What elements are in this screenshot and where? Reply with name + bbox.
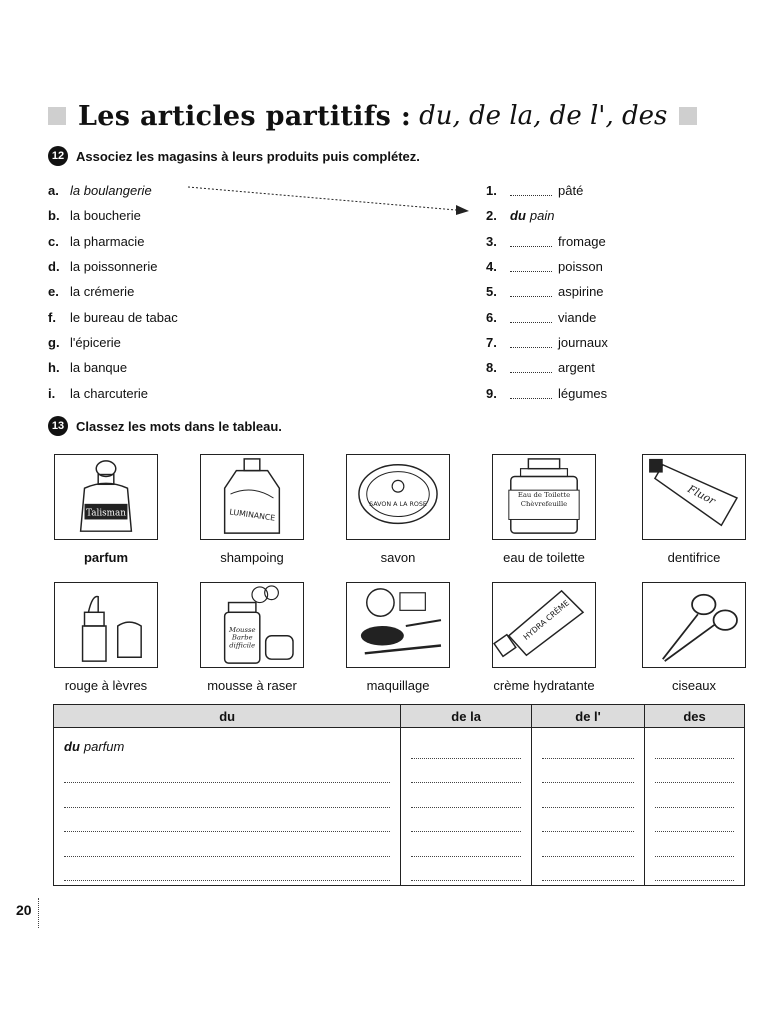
title-square-right xyxy=(679,107,697,125)
title-main: Les articles partitifs : xyxy=(78,100,412,132)
answer-line[interactable] xyxy=(411,783,521,808)
answer-line[interactable] xyxy=(655,783,734,808)
answer-line[interactable] xyxy=(542,832,634,857)
answer-line[interactable] xyxy=(655,832,734,857)
example-article: du xyxy=(64,738,80,754)
caption-savon: savon xyxy=(380,550,416,565)
answer-line[interactable] xyxy=(542,759,634,784)
answer-blank[interactable] xyxy=(510,312,552,323)
answer-line[interactable] xyxy=(411,808,521,833)
product-word: légumes xyxy=(558,385,608,401)
shop-item xyxy=(48,355,308,380)
product-item xyxy=(486,279,686,304)
classification-table xyxy=(53,704,745,886)
product-item xyxy=(486,380,686,405)
answer-blank[interactable] xyxy=(510,337,552,348)
example-word: parfum xyxy=(83,738,125,754)
product-item xyxy=(486,304,686,329)
lipstick-icon xyxy=(54,582,158,668)
answer-line[interactable] xyxy=(655,759,734,784)
caption-ciseaux: ciseaux xyxy=(671,678,717,693)
product-number: 3. xyxy=(486,233,497,249)
shop-name: la boulangerie xyxy=(70,183,152,199)
shop-item xyxy=(48,380,308,405)
answer-line[interactable] xyxy=(542,734,634,759)
caption-creme-hydratante: crème hydratante xyxy=(493,678,595,693)
shop-name: la crémerie xyxy=(70,284,135,300)
product-item xyxy=(486,229,686,254)
caption-rouge-a-levres: rouge à lèvres xyxy=(64,678,148,693)
shop-letter: g. xyxy=(48,334,60,350)
column-header-des: des xyxy=(645,705,745,728)
product-item xyxy=(486,203,686,228)
moisturizer-label: HYDRA CRÈME xyxy=(521,598,572,642)
shop-item xyxy=(48,279,308,304)
exercise-number-badge: 12 xyxy=(48,146,68,166)
answer-line[interactable] xyxy=(542,857,634,882)
product-word: aspirine xyxy=(558,284,604,300)
caption-row-1 xyxy=(54,546,754,582)
caption-maquillage: maquillage xyxy=(366,678,430,693)
shop-name: l'épicerie xyxy=(70,334,121,350)
answer-line[interactable] xyxy=(64,832,390,857)
toothpaste-icon xyxy=(642,454,746,540)
exercise-12-instruction xyxy=(48,146,420,166)
product-number: 7. xyxy=(486,334,497,350)
shampoo-bottle-icon xyxy=(200,454,304,540)
shop-letter: i. xyxy=(48,385,56,401)
shop-item xyxy=(48,254,308,279)
soap-icon xyxy=(346,454,450,540)
product-word: journaux xyxy=(558,334,608,350)
answer-line[interactable] xyxy=(542,783,634,808)
answer-line[interactable] xyxy=(655,734,734,759)
product-number: 2. xyxy=(486,208,497,224)
picture-gallery xyxy=(54,454,754,710)
column-header-de-la: de la xyxy=(401,705,532,728)
column-header-du: du xyxy=(54,705,401,728)
answer-blank[interactable] xyxy=(510,236,552,247)
answer-line[interactable] xyxy=(64,759,390,784)
product-item xyxy=(486,178,686,203)
title-square-left xyxy=(48,107,66,125)
shop-name: la boucherie xyxy=(70,208,141,224)
answer-line[interactable] xyxy=(411,832,521,857)
caption-shampoing: shampoing xyxy=(220,550,284,565)
product-article-answer: du xyxy=(510,208,526,224)
picture-row-1 xyxy=(54,454,754,546)
answer-blank[interactable] xyxy=(510,286,552,297)
title-articles: du, de la, de l', des xyxy=(419,101,668,131)
shop-letter: d. xyxy=(48,259,60,275)
moisturizer-tube-icon xyxy=(492,582,596,668)
shop-letter: f. xyxy=(48,309,56,325)
product-word: viande xyxy=(558,309,597,325)
scissors-icon xyxy=(642,582,746,668)
example-answer xyxy=(64,734,390,759)
column-de-la xyxy=(401,728,532,886)
match-arrow xyxy=(186,183,476,219)
product-item xyxy=(486,254,686,279)
answer-blank[interactable] xyxy=(510,388,552,399)
answer-blank[interactable] xyxy=(510,261,552,272)
product-item xyxy=(486,355,686,380)
shop-name: la pharmacie xyxy=(70,233,145,249)
page-title xyxy=(48,96,748,136)
soap-label: SAVON A LA ROSE xyxy=(369,500,427,508)
shop-name: le bureau de tabac xyxy=(70,309,178,325)
column-header-de-l: de l' xyxy=(531,705,644,728)
shop-item xyxy=(48,229,308,254)
instruction-text: Associez les magasins à leurs produits puis complétez. xyxy=(76,148,420,164)
shampoo-label: LUMINANCE xyxy=(228,507,276,523)
shop-item xyxy=(48,304,308,329)
answer-blank[interactable] xyxy=(510,362,552,373)
answer-blank[interactable] xyxy=(510,185,552,196)
caption-eau-de-toilette: eau de toilette xyxy=(503,550,585,565)
shop-letter: e. xyxy=(48,284,59,300)
caption-parfum: parfum xyxy=(83,550,129,565)
caption-mousse-a-raser: mousse à raser xyxy=(207,678,297,693)
product-number: 8. xyxy=(486,360,497,376)
column-de-l xyxy=(531,728,644,886)
shop-name: la poissonnerie xyxy=(70,259,158,275)
product-number: 5. xyxy=(486,284,497,300)
page-number: 20 xyxy=(16,902,32,918)
toilet-water-bottle-icon xyxy=(492,454,596,540)
answer-line[interactable] xyxy=(542,808,634,833)
caption-dentifrice: dentifrice xyxy=(667,550,721,565)
product-word: argent xyxy=(558,360,595,376)
product-word: poisson xyxy=(558,259,603,275)
product-number: 1. xyxy=(486,183,497,199)
column-des xyxy=(645,728,745,886)
shop-letter: c. xyxy=(48,233,59,249)
perfume-bottle-icon xyxy=(54,454,158,540)
toilet-water-label: Eau de Toilette Chèvrefeuille xyxy=(517,491,571,508)
answer-line[interactable] xyxy=(64,857,390,882)
answer-line[interactable] xyxy=(411,857,521,882)
shop-name: la charcuterie xyxy=(70,385,149,401)
shop-letter: a. xyxy=(48,183,59,199)
makeup-kit-icon xyxy=(346,582,450,668)
shop-letter: b. xyxy=(48,208,60,224)
answer-line[interactable] xyxy=(655,808,734,833)
exercise-number-badge: 13 xyxy=(48,416,68,436)
toothpaste-label: Fluor xyxy=(685,482,718,508)
product-word: pain xyxy=(529,208,555,224)
product-item xyxy=(486,330,686,355)
shop-name: la banque xyxy=(70,360,128,376)
product-word: fromage xyxy=(558,233,606,249)
answer-line[interactable] xyxy=(411,734,521,759)
page-margin-rule xyxy=(38,898,39,928)
exercise-13-instruction xyxy=(48,416,282,436)
answer-line[interactable] xyxy=(64,808,390,833)
shop-item xyxy=(48,330,308,355)
product-word: pâté xyxy=(558,183,584,199)
answer-line[interactable] xyxy=(411,759,521,784)
shaving-foam-icon xyxy=(200,582,304,668)
product-number: 6. xyxy=(486,309,497,325)
perfume-label: Talisman xyxy=(86,508,126,519)
product-number: 4. xyxy=(486,259,497,275)
shaving-foam-label: Mousse Barbe difficile xyxy=(228,625,256,650)
products-list xyxy=(486,178,686,406)
answer-line[interactable] xyxy=(655,857,734,882)
column-du xyxy=(54,728,401,886)
instruction-text: Classez les mots dans le tableau. xyxy=(76,418,282,434)
answer-line[interactable] xyxy=(64,783,390,808)
product-number: 9. xyxy=(486,385,497,401)
shop-letter: h. xyxy=(48,360,60,376)
picture-row-2 xyxy=(54,582,754,674)
